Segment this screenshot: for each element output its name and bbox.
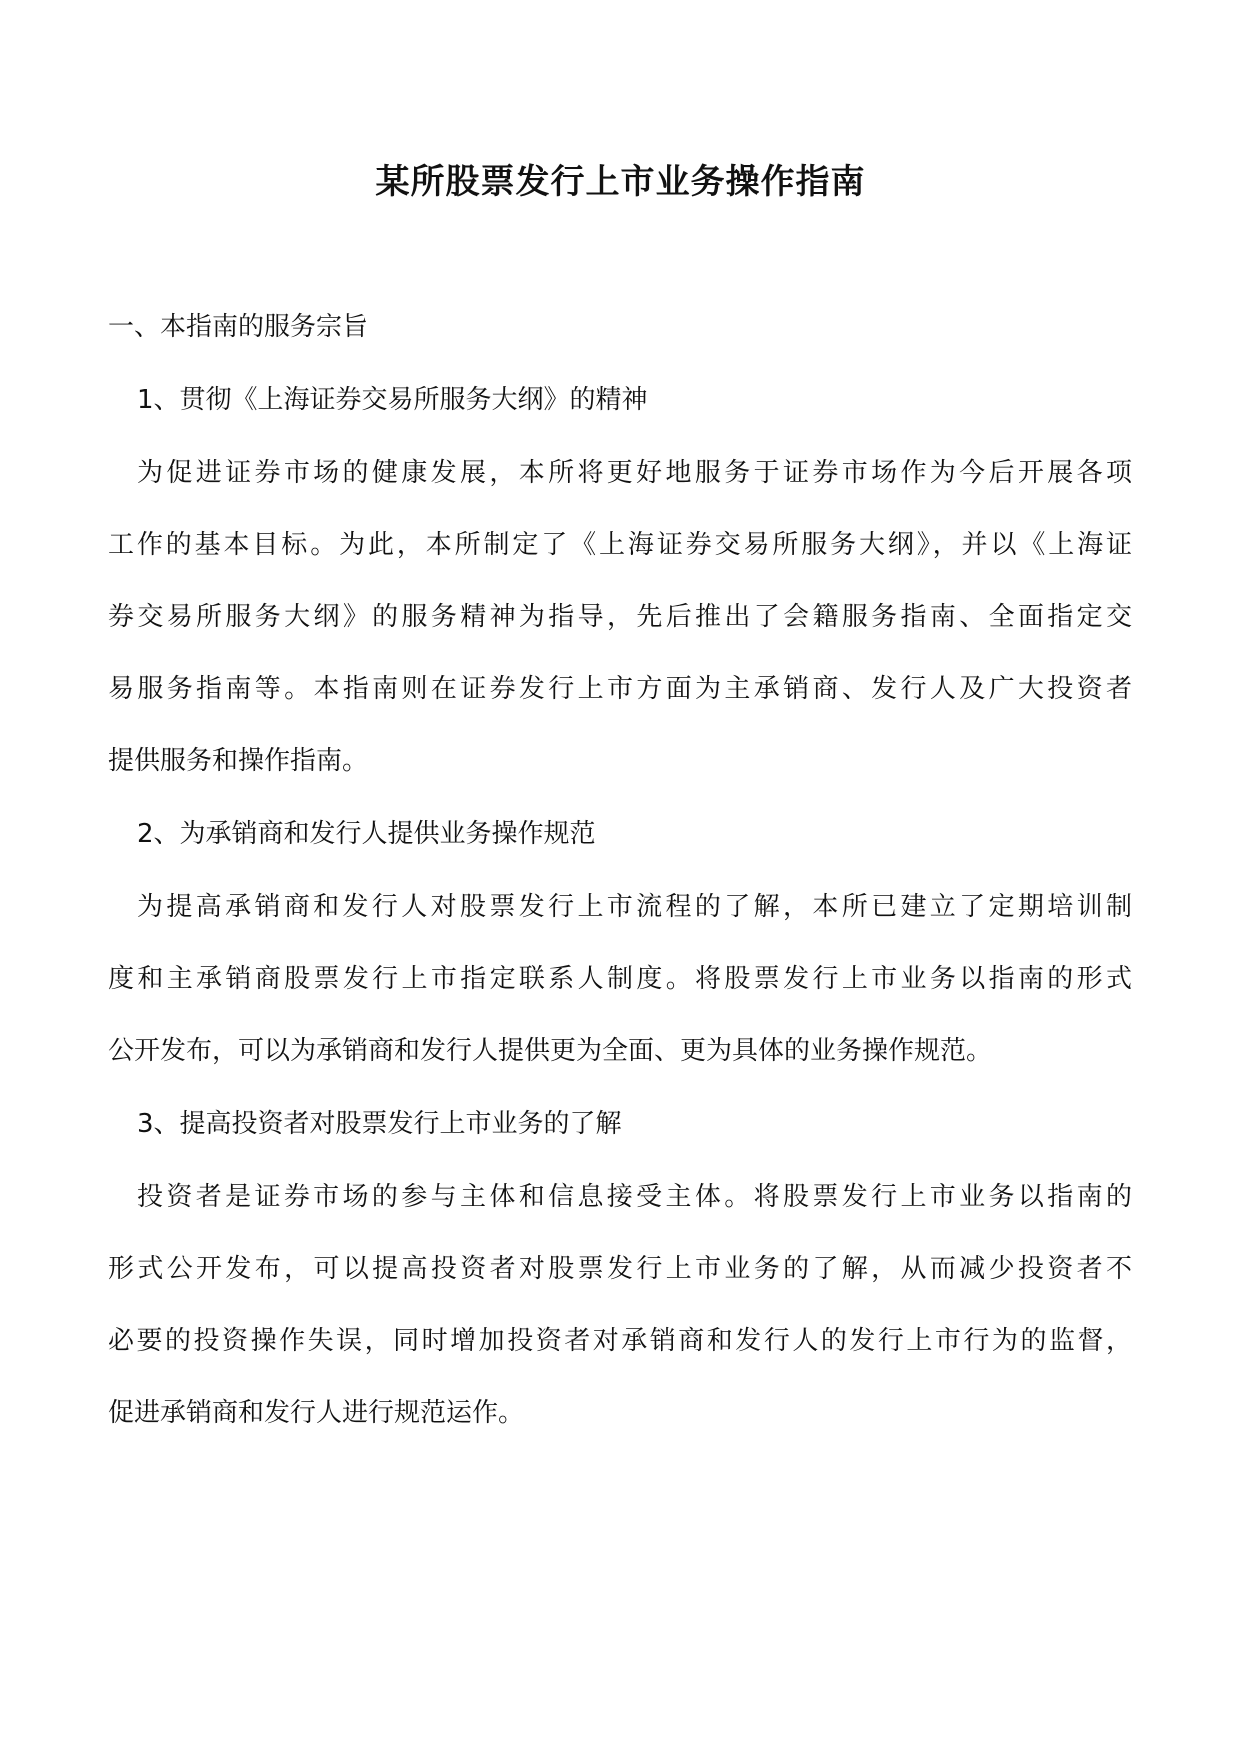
paragraph-line: 公开发布，可以为承销商和发行人提供更为全面、更为具体的业务操作规范。 [108, 1036, 993, 1066]
document-title: 某所股票发行上市业务操作指南 [375, 162, 866, 202]
paragraph-line: 形式公开发布，可以提高投资者对股票发行上市业务的了解，从而减少投资者不 [108, 1254, 1132, 1284]
item-heading-3: 3、提高投资者对股票发行上市业务的了解 [137, 1109, 622, 1139]
paragraph-line: 券交易所服务大纲》的服务精神为指导，先后推出了会籍服务指南、全面指定交 [108, 602, 1132, 632]
paragraph-line: 促进承销商和发行人进行规范运作。 [108, 1398, 525, 1428]
item-heading-1: 1、贯彻《上海证券交易所服务大纲》的精神 [137, 385, 648, 415]
paragraph-line: 易服务指南等。本指南则在证券发行上市方面为主承销商、发行人及广大投资者 [108, 674, 1132, 704]
section-heading: 一、本指南的服务宗旨 [108, 312, 369, 342]
paragraph-line: 度和主承销商股票发行上市指定联系人制度。将股票发行上市业务以指南的形式 [108, 964, 1132, 994]
paragraph-line: 为促进证券市场的健康发展，本所将更好地服务于证券市场作为今后开展各项 [137, 458, 1132, 488]
paragraph-line: 工作的基本目标。为此，本所制定了《上海证券交易所服务大纲》，并以《上海证 [108, 530, 1132, 560]
paragraph-line: 必要的投资操作失误，同时增加投资者对承销商和发行人的发行上市行为的监督， [108, 1326, 1132, 1356]
paragraph-line: 提供服务和操作指南。 [108, 746, 369, 776]
item-heading-2: 2、为承销商和发行人提供业务操作规范 [137, 819, 596, 849]
paragraph-line: 投资者是证券市场的参与主体和信息接受主体。将股票发行上市业务以指南的 [137, 1182, 1132, 1212]
paragraph-line: 为提高承销商和发行人对股票发行上市流程的了解，本所已建立了定期培训制 [137, 892, 1132, 922]
